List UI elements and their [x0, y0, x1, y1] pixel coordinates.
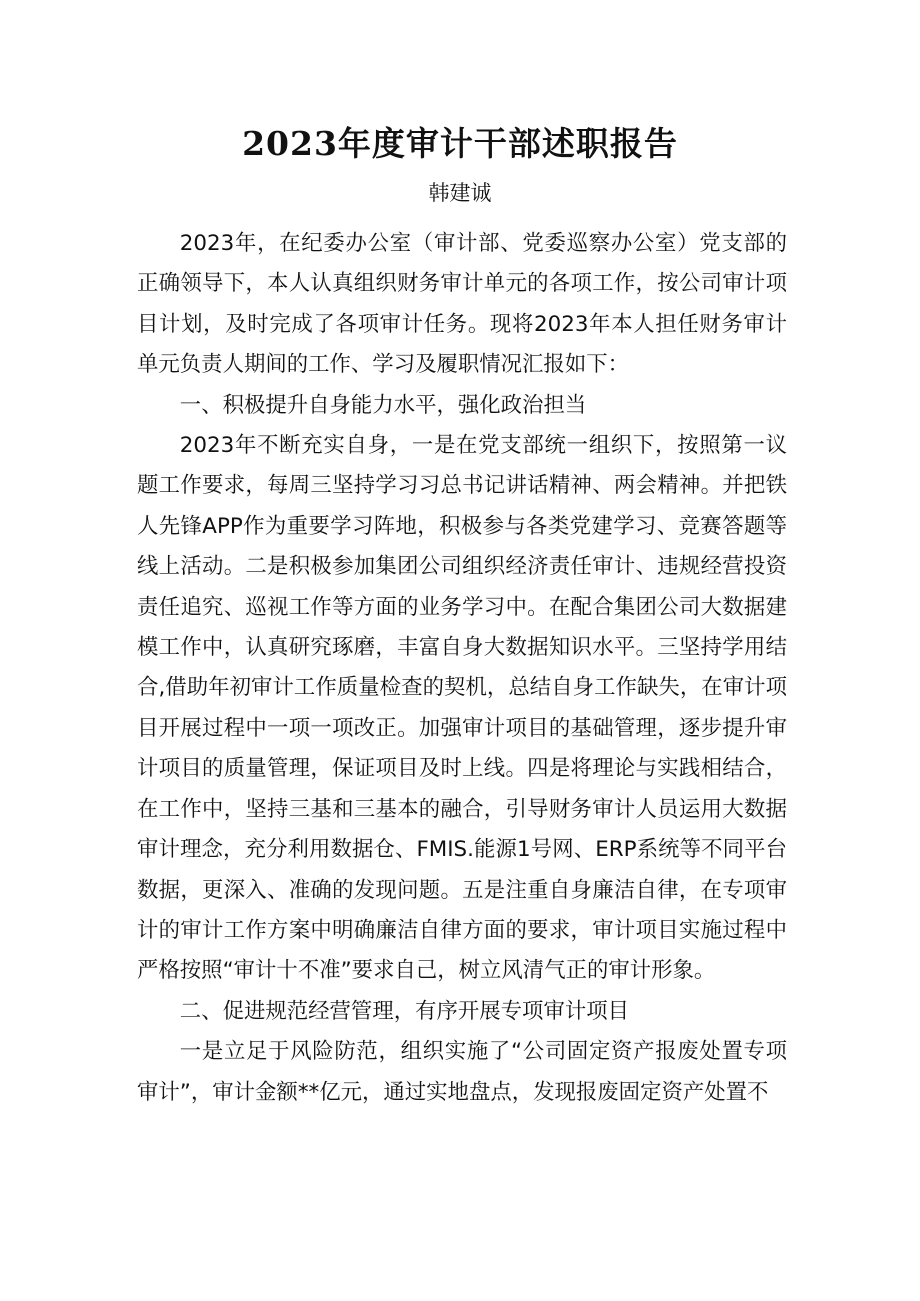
- document-author: 韩建诚: [428, 181, 492, 205]
- section-heading-2: 二、促进规范经营管理，有序开展专项审计项目: [179, 998, 630, 1024]
- paragraph-section-2: 一是立足于风险防范，组织实施了“公司固定资产报废处置专项审计”，审计金额**亿元，通过实地盘点，发现报废固定资产处置不: [137, 1039, 787, 1105]
- document-body: [137, 224, 787, 1113]
- paragraph-intro: 2023年，在纪委办公室（审计部、党委巡察办公室）党支部的正确领导下，本人认真组织财务审计单元的各项工作，按公司审计项目计划，及时完成了各项审计任务。现将2023年本人担任财务审计单元负责人期间的工作、学习及履职情况汇报如下：: [137, 231, 787, 378]
- document-title: 2023年度审计干部述职报告: [242, 124, 678, 163]
- paragraph-section-1: 2023年不断充实自身，一是在党支部统一组织下，按照第一议题工作要求，每周三坚持学习习总书记讲话精神、两会精神。并把铁人先锋APP作为重要学习阵地，积极参与各类党建学习、竞赛答题等线上活动。二是积极参加集团公司组织经济责任审计、违规经营投资责任追究、巡视工作等方面的业务学习中。在配合集团公司大数据建模工作中，认真研究琢磨，丰富自身大数据知识水平。三坚持学用结合,借助年初审计工作质量检查的契机，总结自身工作缺失，在审计项目开展过程中一项一项改正。加强审计项目的基础管理，逐步提升审计项目的质量管理，保证项目及时上线。四是将理论与实践相结合，在工作中，坚持三基和三基本的融合，引导财务审计人员运用大数据审计理念，充分利用数据仓、FMIS.能源1号网、ERP系统等不同平台数据，更深入、准确的发现问题。五是注重自身廉洁自律，在专项审计的审计工作方案中明确廉洁自律方面的要求，审计项目实施过程中严格按照“审计十不准”要求自己，树立风清气正的审计形象。: [137, 433, 787, 984]
- section-heading-1: 一、积极提升自身能力水平，强化政治担当: [179, 392, 587, 418]
